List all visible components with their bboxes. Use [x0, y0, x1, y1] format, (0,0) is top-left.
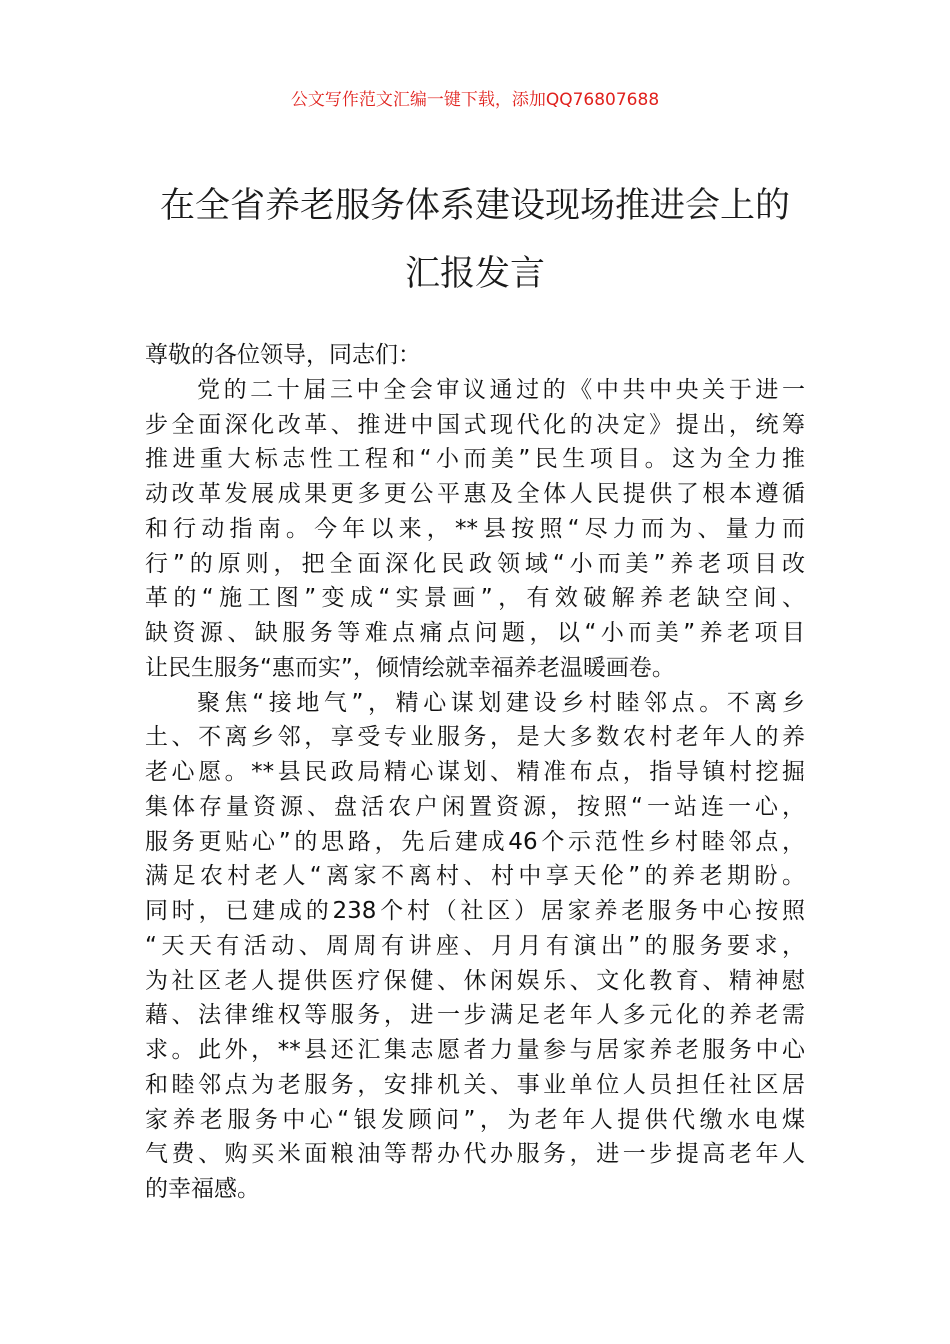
paragraph-line: 步全面深化改革、推进中国式现代化的决定》提出，统筹 [145, 411, 805, 438]
download-banner: 公文写作范文汇编一键下载，添加QQ76807688 [290, 90, 660, 110]
paragraph [145, 373, 805, 686]
paragraph-line: 求。此外，**县还汇集志愿者力量参与居家养老服务中心 [145, 1037, 805, 1063]
paragraph-line: 同时，已建成的238个村（社区）居家养老服务中心按照 [145, 898, 805, 924]
paragraph-line: 动改革发展成果更多更公平惠及全体人民提供了根本遵循 [145, 481, 805, 507]
paragraph-line: 和睦邻点为老服务，安排机关、事业单位人员担任社区居 [145, 1071, 805, 1098]
paragraph-line: 行”的原则，把全面深化民政领域“小而美”养老项目改 [145, 550, 805, 577]
paragraph-line: “天天有活动、周周有讲座、月月有演出”的服务要求， [145, 932, 805, 959]
paragraph-line: 集体存量资源、盘活农户闲置资源，按照“一站连一心， [145, 793, 805, 820]
paragraph-line: 和行动指南。今年以来，**县按照“尽力而为、量力而 [145, 515, 805, 542]
document-body [145, 338, 805, 1207]
paragraph-line: 满足农村老人“离家不离村、村中享天伦”的养老期盼。 [145, 863, 805, 890]
paragraph-line: 缺资源、缺服务等难点痛点问题，以“小而美”养老项目 [145, 620, 805, 646]
paragraph-line: 的幸福感。 [145, 1176, 260, 1202]
paragraph-line: 让民生服务“惠而实”，倾情绘就幸福养老温暖画卷。 [145, 654, 675, 681]
paragraph-line: 家养老服务中心“银发顾问”，为老年人提供代缴水电煤 [145, 1106, 805, 1133]
paragraph-line: 气费、购买米面粮油等帮办代办服务，进一步提高老年人 [145, 1141, 805, 1168]
salutation: 尊敬的各位领导，同志们： [145, 342, 421, 368]
document-title-line-1: 在全省养老服务体系建设现场推进会上的 [159, 186, 790, 226]
paragraph-line: 革的“施工图”变成“实景画”，有效破解养老缺空间、 [145, 585, 805, 612]
document-title-line-2: 汇报发言 [404, 254, 545, 294]
paragraph-line: 聚焦“接地气”，精心谋划建设乡村睦邻点。不离乡 [197, 689, 805, 716]
paragraph-line: 服务更贴心”的思路，先后建成46个示范性乡村睦邻点， [145, 828, 805, 855]
paragraph-line: 土、不离乡邻，享受专业服务，是大多数农村老年人的养 [145, 724, 805, 751]
paragraph-line: 为社区老人提供医疗保健、休闲娱乐、文化教育、精神慰 [145, 967, 805, 994]
paragraph-line: 藉、法律维权等服务，进一步满足老年人多元化的养老需 [145, 1002, 805, 1029]
paragraph-line: 老心愿。**县民政局精心谋划、精准布点，指导镇村挖掘 [145, 759, 805, 785]
paragraph [145, 686, 805, 1207]
paragraph-line: 推进重大标志性工程和“小而美”民生项目。这为全力推 [145, 446, 805, 473]
paragraph-line: 党的二十届三中全会审议通过的《中共中央关于进一 [197, 376, 805, 403]
